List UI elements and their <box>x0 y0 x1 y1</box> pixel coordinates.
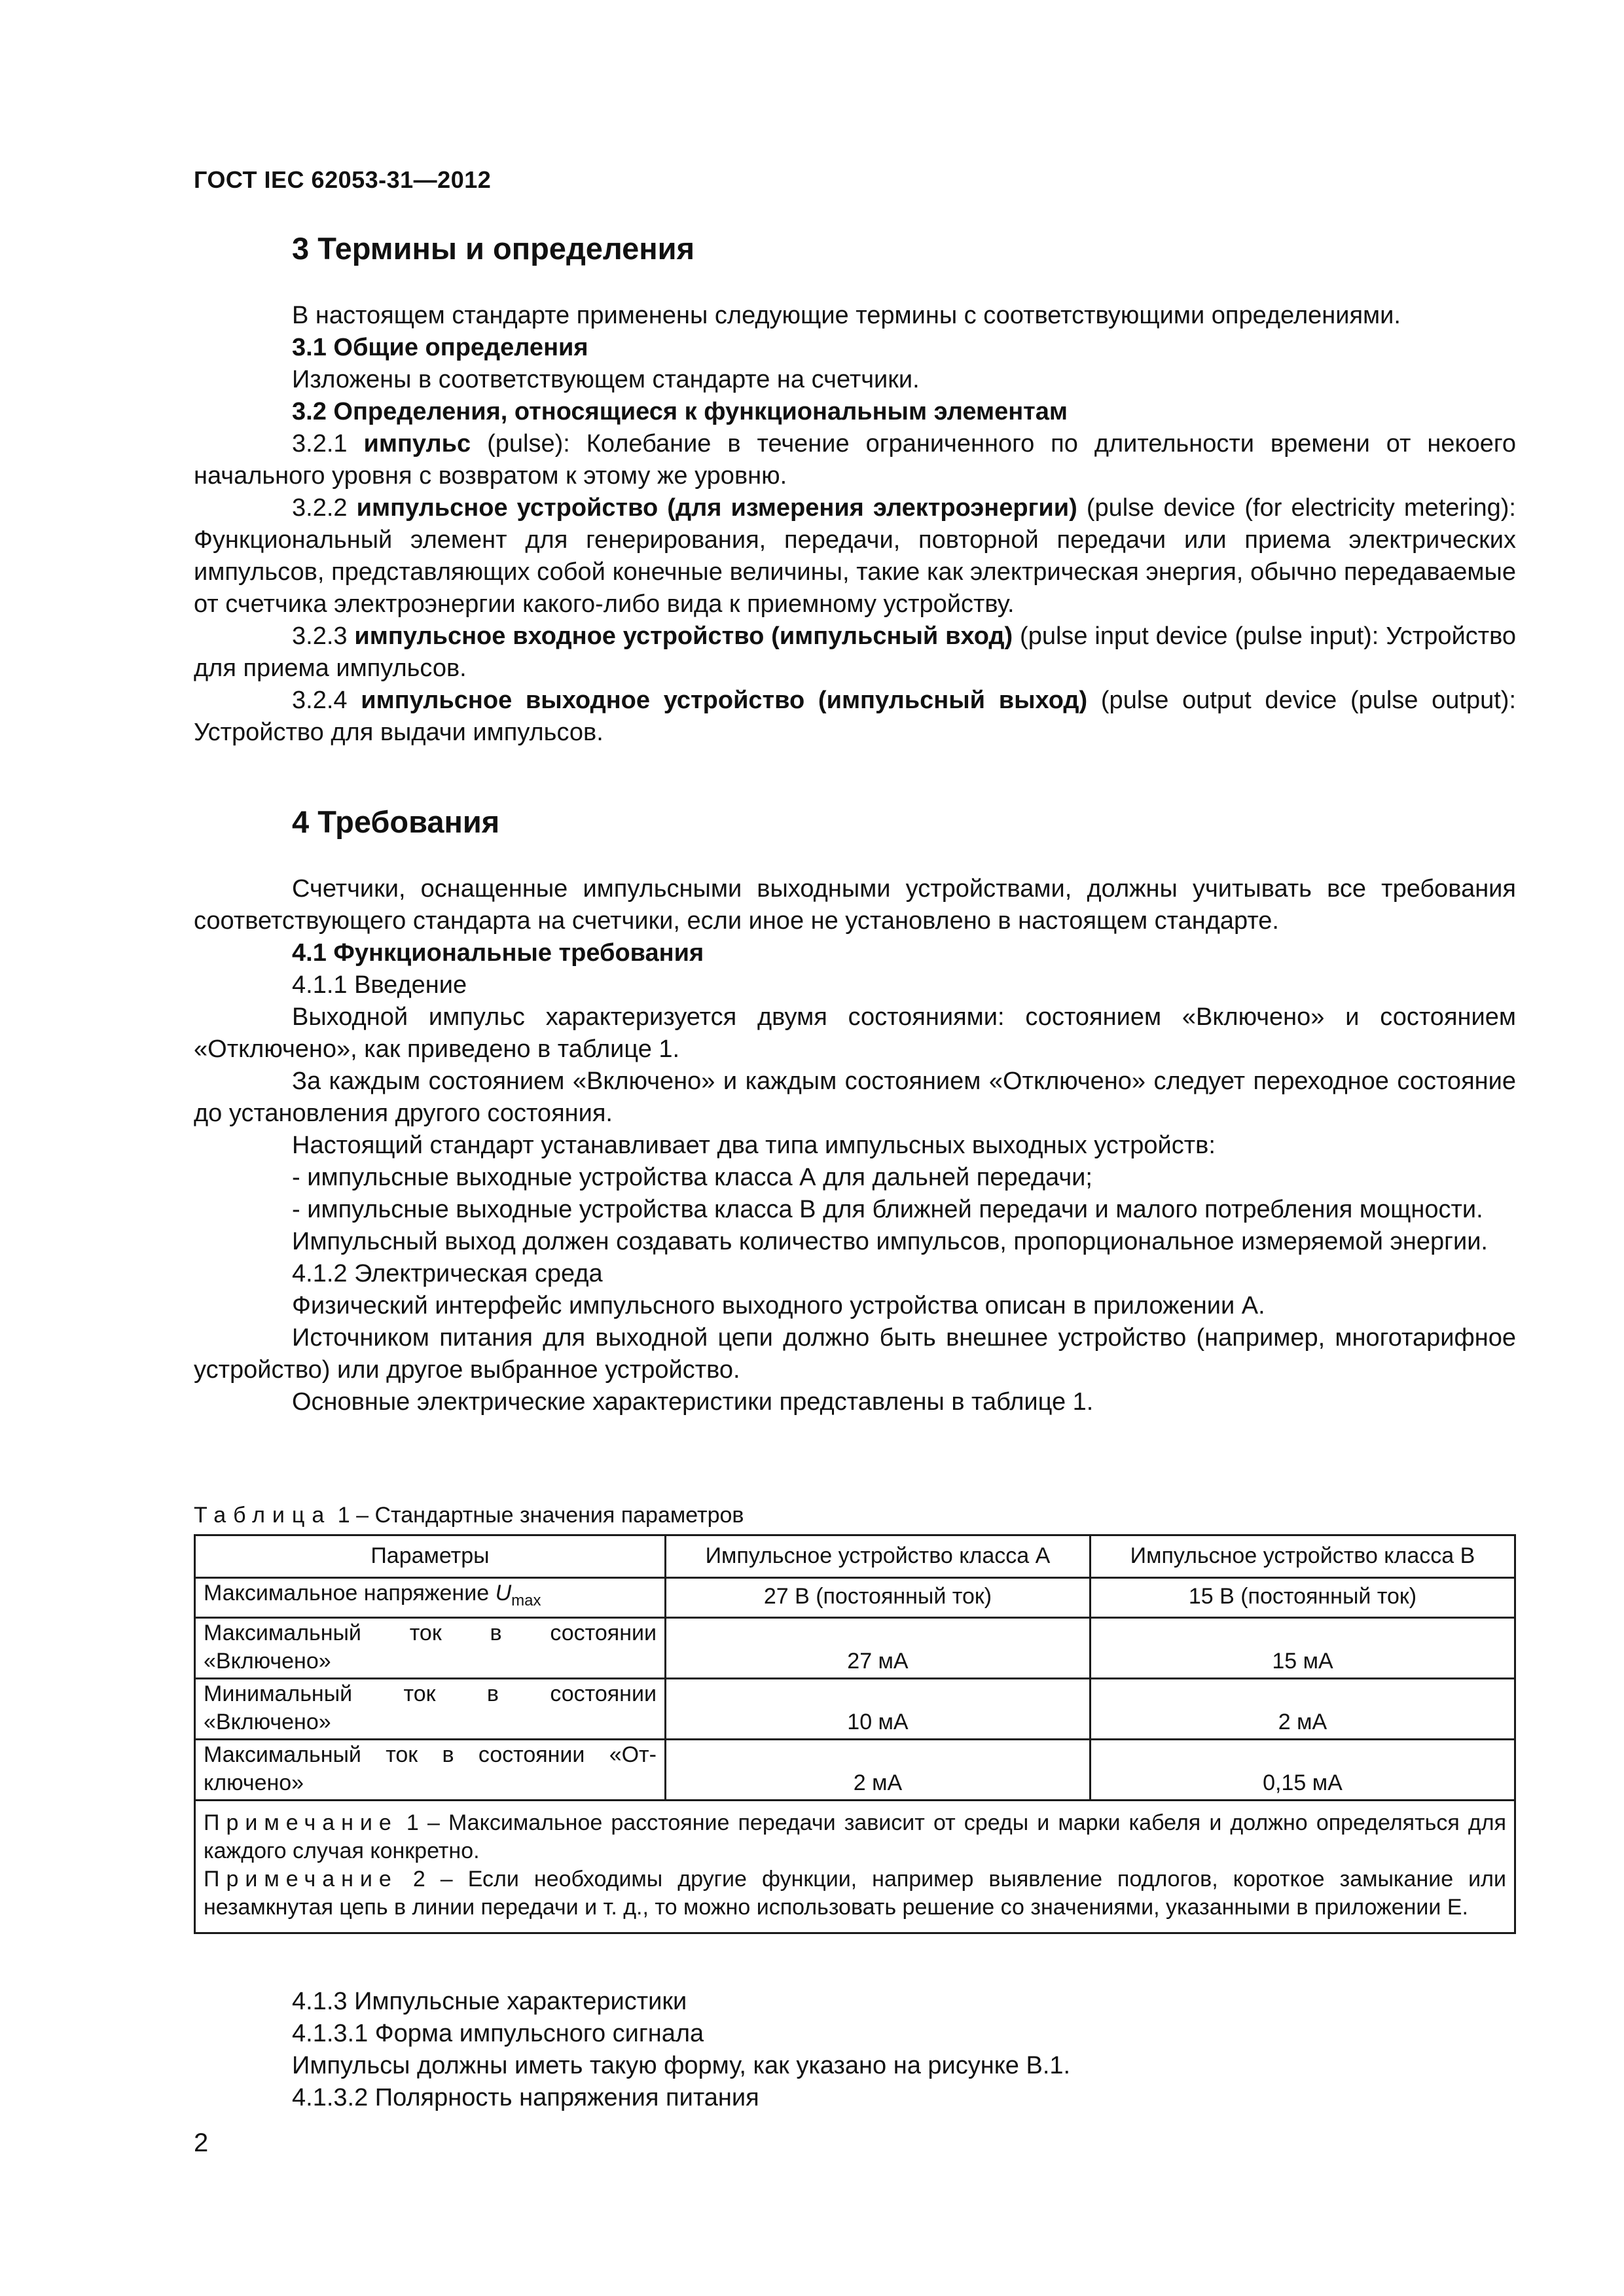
section-3-intro: В настоящем стандарте применены следующие термины с соответствующими определениями. <box>292 302 1401 329</box>
term-3-2-1-name: импульс <box>363 430 471 457</box>
subsection-4-1-3-1-title: 4.1.3.1 Форма импульсного сигнала <box>292 2020 704 2047</box>
table-cell-param: Максимальный ток в состоянии «Включено» <box>195 1617 666 1678</box>
table-row <box>195 1739 1515 1800</box>
table-cell-param: Минимальный ток в состоянии «Включено» <box>195 1678 666 1739</box>
page-number: 2 <box>194 2128 209 2157</box>
table-cell: 15 В (постоянный ток) <box>1090 1578 1515 1618</box>
section-3-body <box>194 300 1516 749</box>
table-cell: 27 В (постоянный ток) <box>665 1578 1090 1618</box>
term-3-2-4-name: импульсное выходное устройство (импульсный выход) <box>361 687 1088 714</box>
subsection-3-1-title: 3.1 Общие определения <box>292 334 588 361</box>
term-3-2-3: 3.2.3 импульсное входное устройство (импульсный вход) (pulse input device (pulse input): Устройство для приема импульсов. <box>194 622 1517 682</box>
section-4-intro: Счетчики, оснащенные импульсными выходными устройствами, должны учитывать все требования соответствующего стандарта на счетчики, если иное не установлено в настоящем стандарте. <box>194 875 1516 935</box>
table-1-caption: Таблица 1 – Стандартные значения параметров <box>194 1503 744 1528</box>
table-header-row <box>195 1535 1515 1578</box>
section-4-body <box>194 873 1516 1418</box>
section-4-1-3-body <box>194 1986 1516 2114</box>
table-cell: 2 мА <box>1090 1678 1515 1739</box>
paragraph: Основные электрические характеристики представлены в таблице 1. <box>292 1388 1094 1416</box>
list-item: - импульсные выходные устройства класса В для ближней передачи и малого потребления мощности. <box>292 1196 1483 1223</box>
section-3-title: 3 Термины и определения <box>292 231 695 266</box>
table-1 <box>194 1534 1516 1934</box>
paragraph: Выходной импульс характеризуется двумя состояниями: состоянием «Включено» и состоянием «Отключено», как приведено в таблице 1. <box>194 1003 1516 1063</box>
paragraph: Импульсы должны иметь такую форму, как указано на рисунке В.1. <box>292 2052 1071 2079</box>
paragraph: Источником питания для выходной цепи должно быть внешнее устройство (например, многотарифное устройство) или другое выбранное устройство. <box>194 1324 1516 1384</box>
table-cell: 0,15 мА <box>1090 1739 1515 1800</box>
table-cell: 2 мА <box>665 1739 1090 1800</box>
table-note-1: Примечание 1 – Максимальное расстояние передачи зависит от среды и марки кабеля и должно определяться для каждого случая конкретно. <box>204 1810 1506 1863</box>
table-cell-param: Максимальное напряжение $U_{max}$ <box>195 1578 666 1618</box>
table-cell: 10 мА <box>665 1678 1090 1739</box>
table-notes-row <box>195 1800 1515 1933</box>
list-item: - импульсные выходные устройства класса А для дальней передачи; <box>292 1164 1092 1191</box>
subsection-4-1-2-title: 4.1.2 Электрическая среда <box>292 1260 603 1287</box>
table-row <box>195 1678 1515 1739</box>
term-3-2-2-name: импульсное устройство (для измерения электроэнергии) <box>356 494 1077 522</box>
document-header-code: ГОСТ IEC 62053-31—2012 <box>194 166 492 193</box>
table-cell-param: Максимальный ток в состоянии «От- ключено» <box>195 1739 666 1800</box>
paragraph: За каждым состоянием «Включено» и каждым состоянием «Отключено» следует переходное состояние до установления другого состояния. <box>194 1067 1516 1127</box>
column-header: Импульсное устройство класса А <box>665 1535 1090 1578</box>
table-cell: 27 мА <box>665 1617 1090 1678</box>
subsection-4-1-3-2-title: 4.1.3.2 Полярность напряжения питания <box>292 2084 759 2111</box>
term-3-2-2: 3.2.2 импульсное устройство (для измерения электроэнергии) (pulse device (for electricity metering): Функциональный элемент для генерирования, передачи, повторной передачи или приема электрических импульсов, представляющих собой конечные величины, такие как электрическая энергия, обычно передаваемые от счетчика электроэнергии какого-либо вида к приемному устройству. <box>194 494 1516 618</box>
table-note-2: Примечание 2 – Если необходимы другие функции, например выявление подлогов, короткое замыкание или незамкнутая цепь в линии передачи и т. д., то можно использовать решение со значениями, указанными в приложении Е. <box>204 1866 1506 1920</box>
subsection-4-1-1-title: 4.1.1 Введение <box>292 971 467 999</box>
table-notes <box>195 1800 1515 1933</box>
subsection-3-2-title: 3.2 Определения, относящиеся к функциональным элементам <box>292 398 1068 425</box>
paragraph: Настоящий стандарт устанавливает два типа импульсных выходных устройств: <box>292 1132 1216 1159</box>
column-header: Параметры <box>195 1535 666 1578</box>
table-row <box>195 1617 1515 1678</box>
paragraph: Импульсный выход должен создавать количество импульсов, пропорциональное измеряемой энергии. <box>292 1228 1488 1255</box>
paragraph: Физический интерфейс импульсного выходного устройства описан в приложении А. <box>292 1292 1265 1319</box>
term-3-2-1: 3.2.1 импульс (pulse): Колебание в течение ограниченного по длительности времени от некоего начального уровня с возвратом к этому же уровню. <box>194 430 1517 490</box>
subsection-4-1-3-title: 4.1.3 Импульсные характеристики <box>292 1988 687 2015</box>
table-row <box>195 1578 1515 1618</box>
subsection-4-1-title: 4.1 Функциональные требования <box>292 939 704 967</box>
section-4-title: 4 Требования <box>292 804 500 839</box>
term-3-2-3-name: импульсное входное устройство (импульсный вход) <box>354 622 1013 650</box>
column-header: Импульсное устройство класса В <box>1090 1535 1515 1578</box>
table-cell: 15 мА <box>1090 1617 1515 1678</box>
subsection-3-1-text: Изложены в соответствующем стандарте на счетчики. <box>292 366 920 393</box>
term-3-2-4: 3.2.4 импульсное выходное устройство (импульсный выход) (pulse output device (pulse output): Устройство для выдачи импульсов. <box>194 687 1517 746</box>
